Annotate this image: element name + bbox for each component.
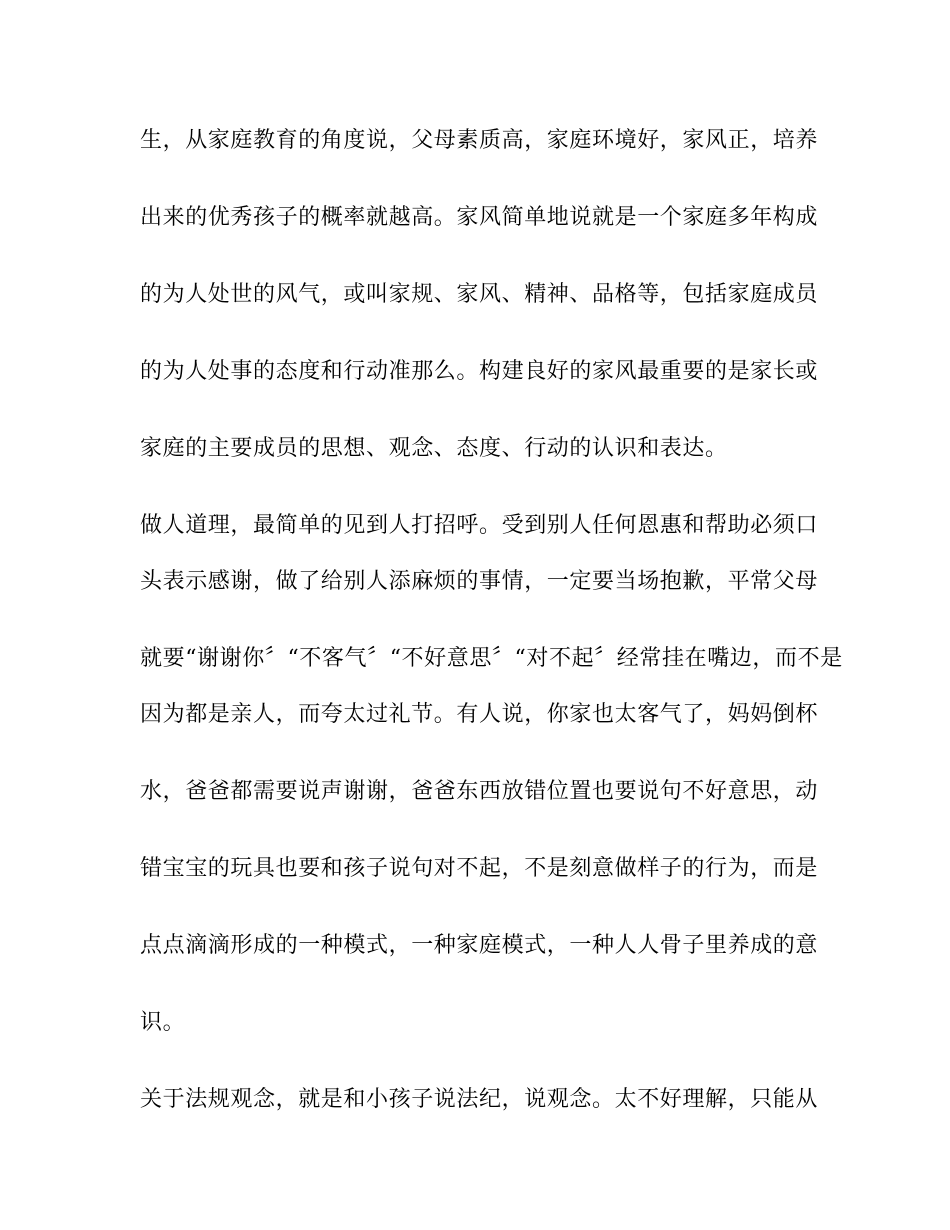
text-line: 就要“谢谢你〞“不客气〞“不好意思〞“对不起〞经常挂在嘴边，而不是 [140,646,843,671]
text-line: 生，从家庭教育的角度说，父母素质高，家庭环境好，家风正，培养 [140,128,819,153]
text-line: 头表示感谢，做了给别人添麻烦的事情，一定要当场抱歉，平常父母 [140,569,819,594]
text-line: 出来的优秀孩子的概率就越高。家风简单地说就是一个家庭多年构成 [140,205,819,230]
text-line: 水，爸爸都需要说声谢谢，爸爸东西放错位置也要说句不好意思，动 [140,779,819,804]
text-line: 点点滴滴形成的一种模式，一种家庭模式，一种人人骨子里养成的意 [140,933,819,958]
text-line: 识。 [140,1010,186,1035]
text-line: 错宝宝的玩具也要和孩子说句对不起，不是刻意做样子的行为，而是 [140,856,819,881]
text-line: 家庭的主要成员的思想、观念、态度、行动的认识和表达。 [140,436,728,461]
text-line: 做人道理，最简单的见到人打招呼。受到别人任何恩惠和帮助必须口 [140,513,819,538]
text-line: 关于法规观念，就是和小孩子说法纪，说观念。太不好理解，只能从 [140,1087,819,1112]
text-line: 的为人处事的态度和行动准那么。构建良好的家风最重要的是家长或 [140,359,819,384]
text-line: 的为人处世的风气，或叫家规、家风、精神、品格等，包括家庭成员 [140,282,819,307]
text-line: 因为都是亲人，而夸太过礼节。有人说，你家也太客气了，妈妈倒杯 [140,702,819,727]
